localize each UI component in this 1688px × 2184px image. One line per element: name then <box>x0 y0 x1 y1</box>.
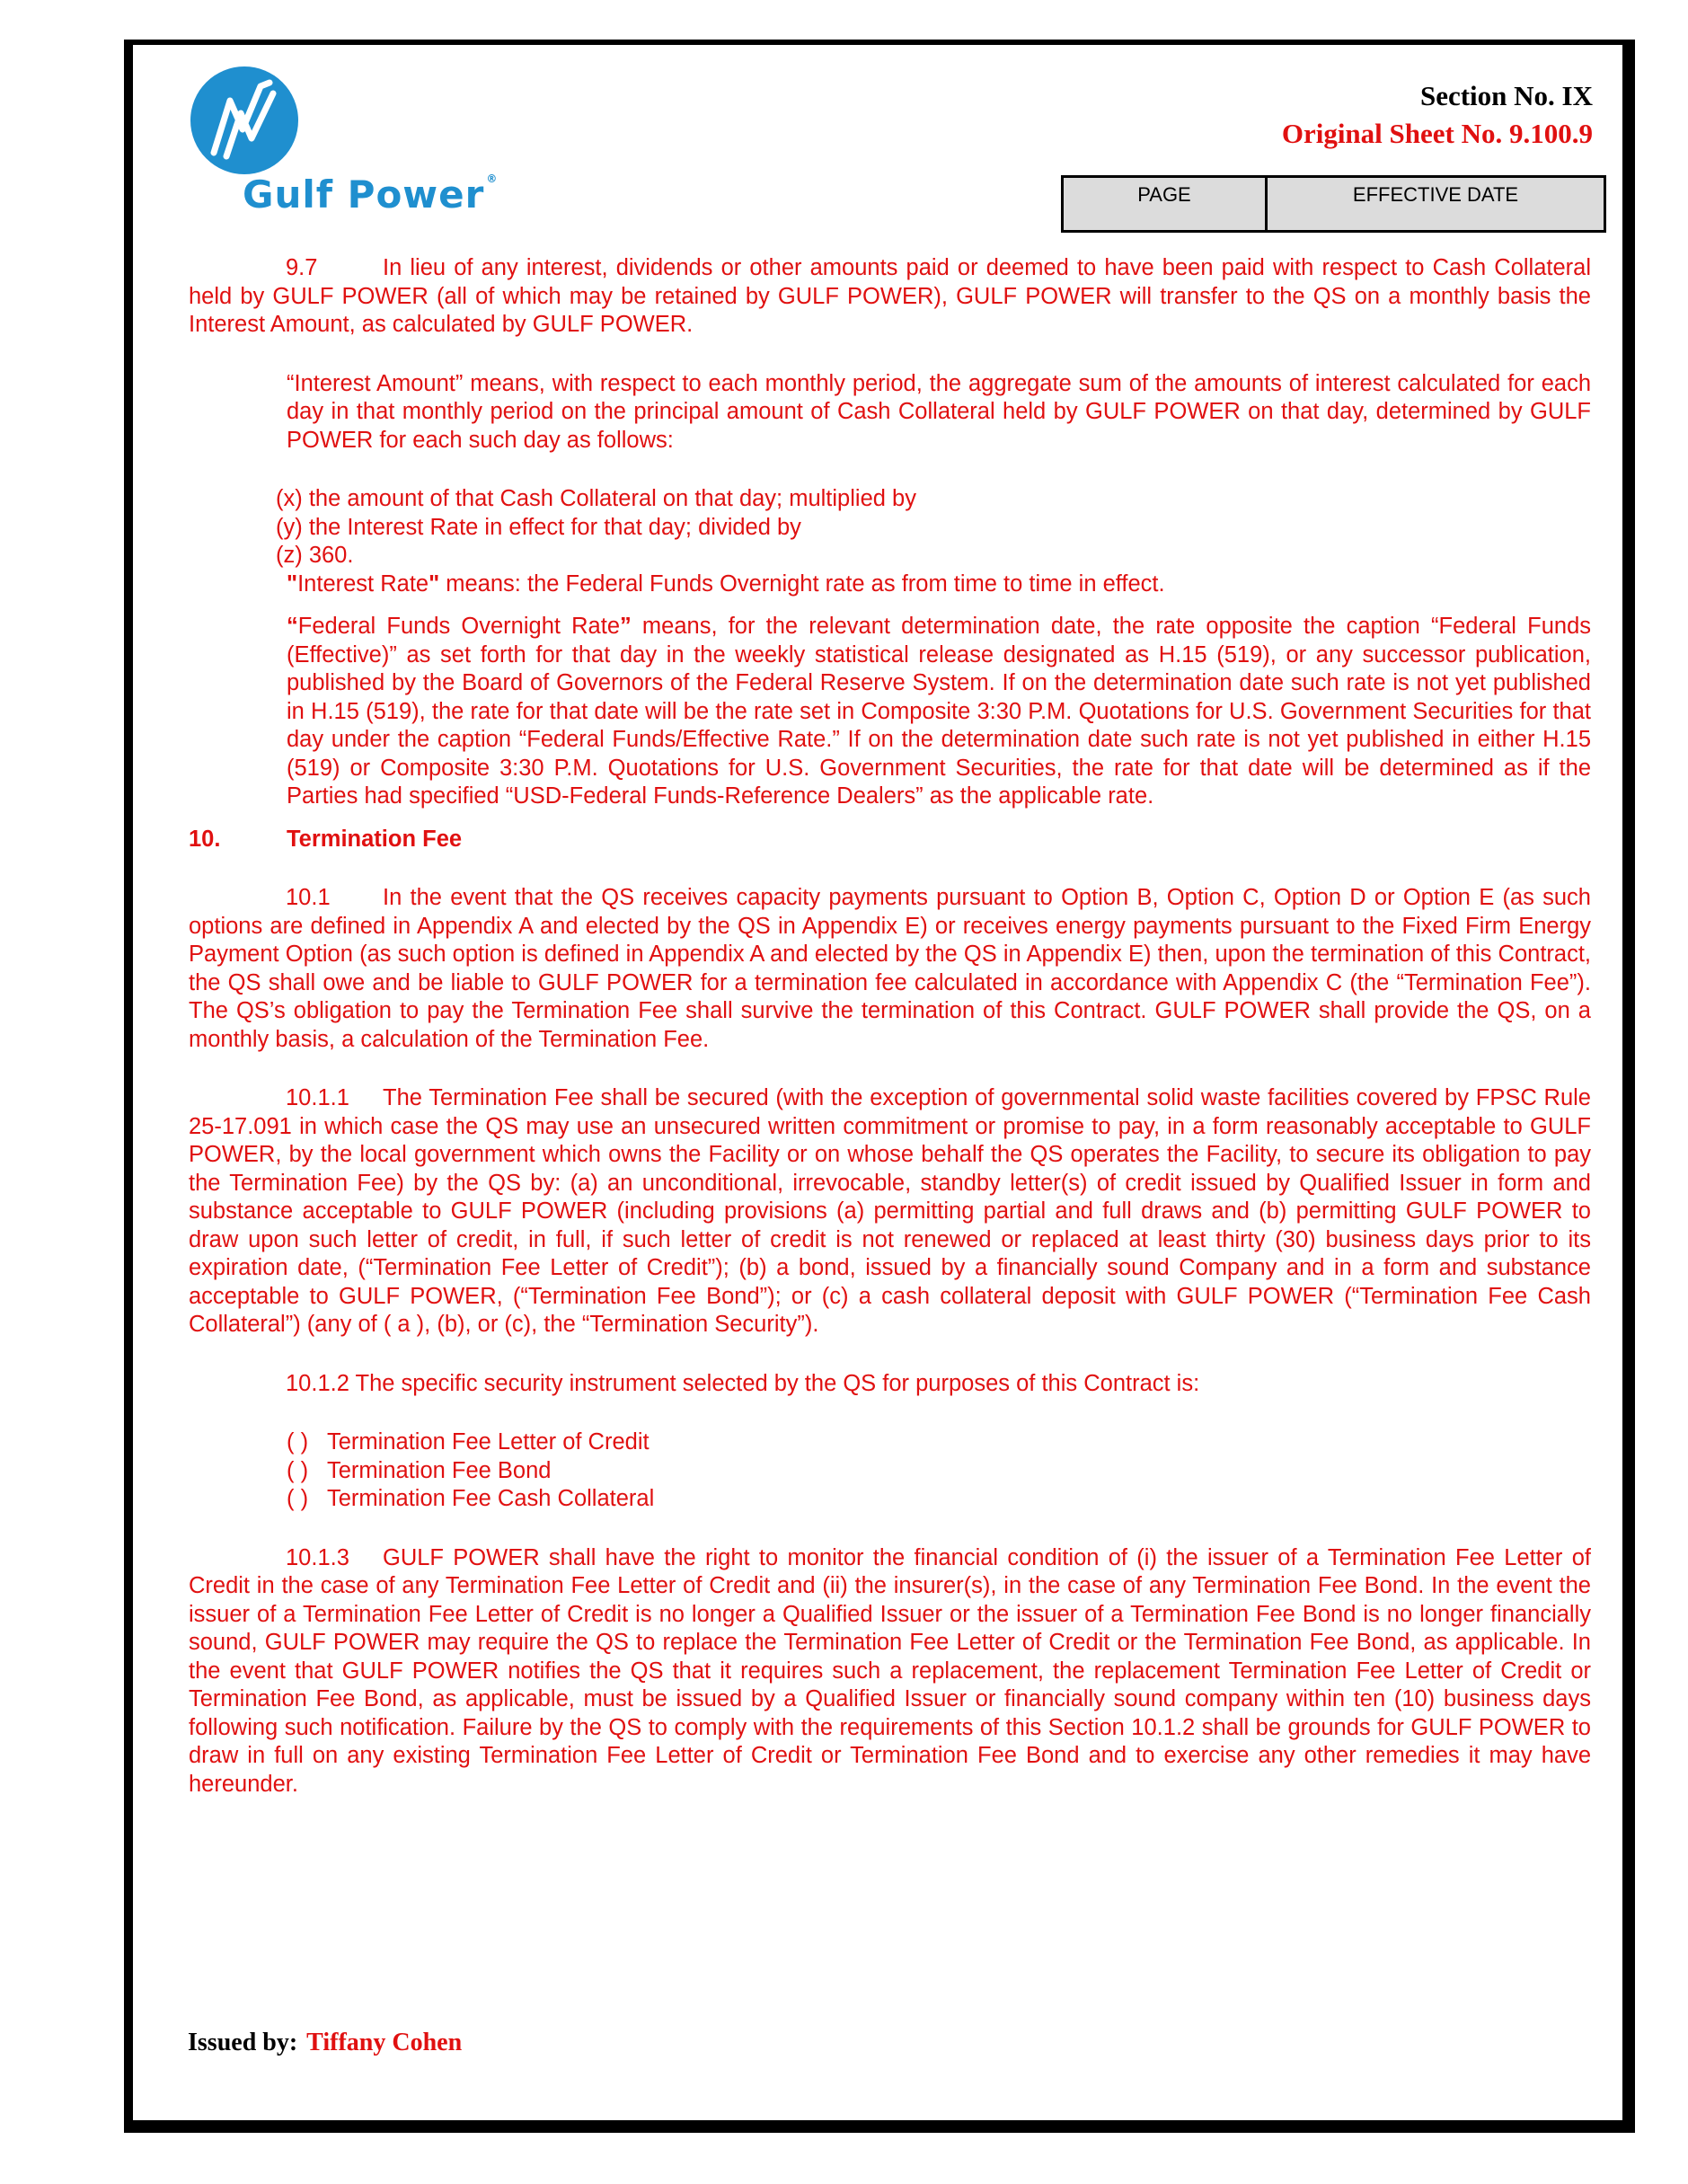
option-checkbox[interactable]: ( ) <box>287 1486 309 1511</box>
option-label: Termination Fee Bond <box>327 1457 552 1483</box>
paragraph-10-1-3 <box>189 1544 1591 1799</box>
page-column-header: PAGE <box>1061 175 1268 233</box>
section-10-heading <box>189 826 1591 854</box>
paragraph-9-7 <box>189 254 1591 340</box>
defined-term: Federal Funds Overnight Rate <box>297 614 621 639</box>
list-item-x: (x) the amount of that Cash Collateral on that day; multiplied by <box>276 486 916 511</box>
option-label: Termination Fee Cash Collateral <box>327 1486 655 1511</box>
paragraph-text: In the event that the QS receives capacity payments pursuant to Option B, Option C, Option D or Option E (as such options are defined in Appendix A and elected by the QS in Appendix E) or receives energy payments pursuant to the Fixed Firm Energy Payment Option (as such option is defined in Appendix A and elected by the QS in Appendix E) then, upon the termination of this Contract, the QS shall owe and be liable to GULF POWER for a termination fee calculated in accordance with Appendix C (the “Termination Fee”). The QS’s obligation to pay the Termination Fee shall survive the termination of this Contract. GULF POWER shall provide the QS, on a monthly basis, a calculation of the Termination Fee. <box>189 885 1591 1052</box>
paragraph-10-1-1 <box>189 1084 1591 1340</box>
list-item-z: (z) 360. <box>276 543 354 568</box>
section-number: Section No. IX <box>1419 80 1593 111</box>
header-table <box>1061 175 1606 233</box>
section-title: Termination Fee <box>287 826 463 852</box>
paragraph-number: 10.1.1 <box>286 1085 349 1110</box>
option-label: Termination Fee Letter of Credit <box>327 1429 650 1455</box>
option-bond <box>287 1457 1591 1486</box>
issuer-name: Tiffany Cohen <box>306 2029 463 2056</box>
interest-amount-definition: “Interest Amount” means, with respect to each monthly period, the aggregate sum of the amounts of interest calculated for each day in that monthly period on the principal amount of Cash Collateral held by GULF POWER on that day, determined by GULF POWER for each such day as follows: <box>287 370 1591 453</box>
interest-rate-definition: "Interest Rate" means: the Federal Funds Overnight rate as from time to time in effect. <box>287 570 1165 597</box>
option-checkbox[interactable]: ( ) <box>287 1457 309 1483</box>
effective-date-column-header: EFFECTIVE DATE <box>1268 175 1606 233</box>
paragraph-number: 10.1.3 <box>286 1544 349 1570</box>
paragraph-number: 9.7 <box>286 255 318 280</box>
option-cash-collateral <box>287 1485 1591 1514</box>
list-item-y: (y) the Interest Rate in effect for that day; divided by <box>276 514 801 540</box>
option-letter-of-credit <box>287 1428 1591 1457</box>
issued-by <box>188 2029 462 2057</box>
paragraph-text: In lieu of any interest, dividends or other amounts paid or deemed to have been paid with respect to Cash Collateral held by GULF POWER (all of which may be retained by GULF POWER), GULF POWER will transfer to the QS on a monthly basis the Interest Amount, as calculated by GULF POWER. <box>189 255 1591 337</box>
paragraph-number: 10.1 <box>286 885 331 910</box>
option-checkbox[interactable]: ( ) <box>287 1429 309 1455</box>
defined-term: Interest Rate <box>297 570 429 597</box>
federal-funds-definition: “Federal Funds Overnight Rate” means, for the relevant determination date, the rate opposite the caption “Federal Funds (Effective)” as set forth for that day in the weekly statistical release designated as H.15 (519), or any successor publication, published by the Board of Governors of the Federal Reserve System. If on the determination date such rate is not yet published in H.15 (519), the rate for that date will be the rate set in Composite 3:30 P.M. Quotations for U.S. Government Securities for that day under the caption “Federal Funds/Effective Rate.” If on the determination date such rate is not yet published in either H.15 (519) or Composite 3:30 P.M. Quotations for U.S. Government Securities, the rate for that date will be determined as if the Parties had specified “USD-Federal Funds-Reference Dealers” as the applicable rate. <box>287 614 1592 809</box>
logo-text: Gulf Power <box>243 172 485 217</box>
security-options <box>189 1428 1591 1514</box>
issued-by-label: Issued by: <box>188 2029 298 2056</box>
section-number: 10. <box>189 826 221 852</box>
paragraph-10-1-2: 10.1.2 The specific security instrument selected by the QS for purposes of this Contract is: <box>286 1370 1200 1396</box>
sheet-number: Original Sheet No. 9.100.9 <box>1281 118 1593 149</box>
paragraph-text: The Termination Fee shall be secured (with the exception of governmental solid waste facilities covered by FPSC Rule 25-17.091 in which case the QS may use an unsecured written commitment or promise to pay, in a form reasonably acceptable to GULF POWER, by the local government which owns the Facility or on whose behalf the QS operates the Facility, to secure its obligation to pay the Termination Fee) by the QS by: (a) an unconditional, irrevocable, standby letter(s) of credit issued by Qualified Issuer in form and substance acceptable to GULF POWER (including provisions (a) permitting partial and full draws and (b) permitting GULF POWER to draw upon such letter of credit, in full, if such letter of credit is not renewed or replaced at least thirty (30) business days prior to its expiration date, (“Termination Fee Letter of Credit”); (b) a bond, issued by a financially sound Company and in a form and substance acceptable to GULF POWER, (“Termination Fee Bond”); or (c) a cash collateral deposit with GULF POWER (“Termination Fee Cash Collateral”) (any of ( a ), (b), or (c), the “Termination Security”). <box>189 1085 1591 1337</box>
document-body <box>189 254 1591 1799</box>
paragraph-text: GULF POWER shall have the right to monitor the financial condition of (i) the issuer of a Termination Fee Letter of Credit in the case of any Termination Fee Letter of Credit and (ii) the insurer(s), in the case of any Termination Fee Bond. In the event the issuer of a Termination Fee Letter of Credit is no longer a Qualified Issuer or the issuer of a Termination Fee Bond is no longer financially sound, GULF POWER may require the QS to replace the Termination Fee Letter of Credit or the Termination Fee Bond, as applicable. In the event that GULF POWER notifies the QS that it requires such a replacement, the replacement Termination Fee Letter of Credit or Termination Fee Bond, as applicable, must be issued by a Qualified Issuer or financially sound company within ten (10) business days following such notification. Failure by the QS to comply with the requirements of this Section 10.1.2 shall be grounds for GULF POWER to draw in full on any existing Termination Fee Letter of Credit or Termination Fee Bond and to exercise any other remedies it may have hereunder. <box>189 1544 1591 1797</box>
paragraph-10-1 <box>189 884 1591 1054</box>
header-identifiers <box>1282 77 1593 153</box>
